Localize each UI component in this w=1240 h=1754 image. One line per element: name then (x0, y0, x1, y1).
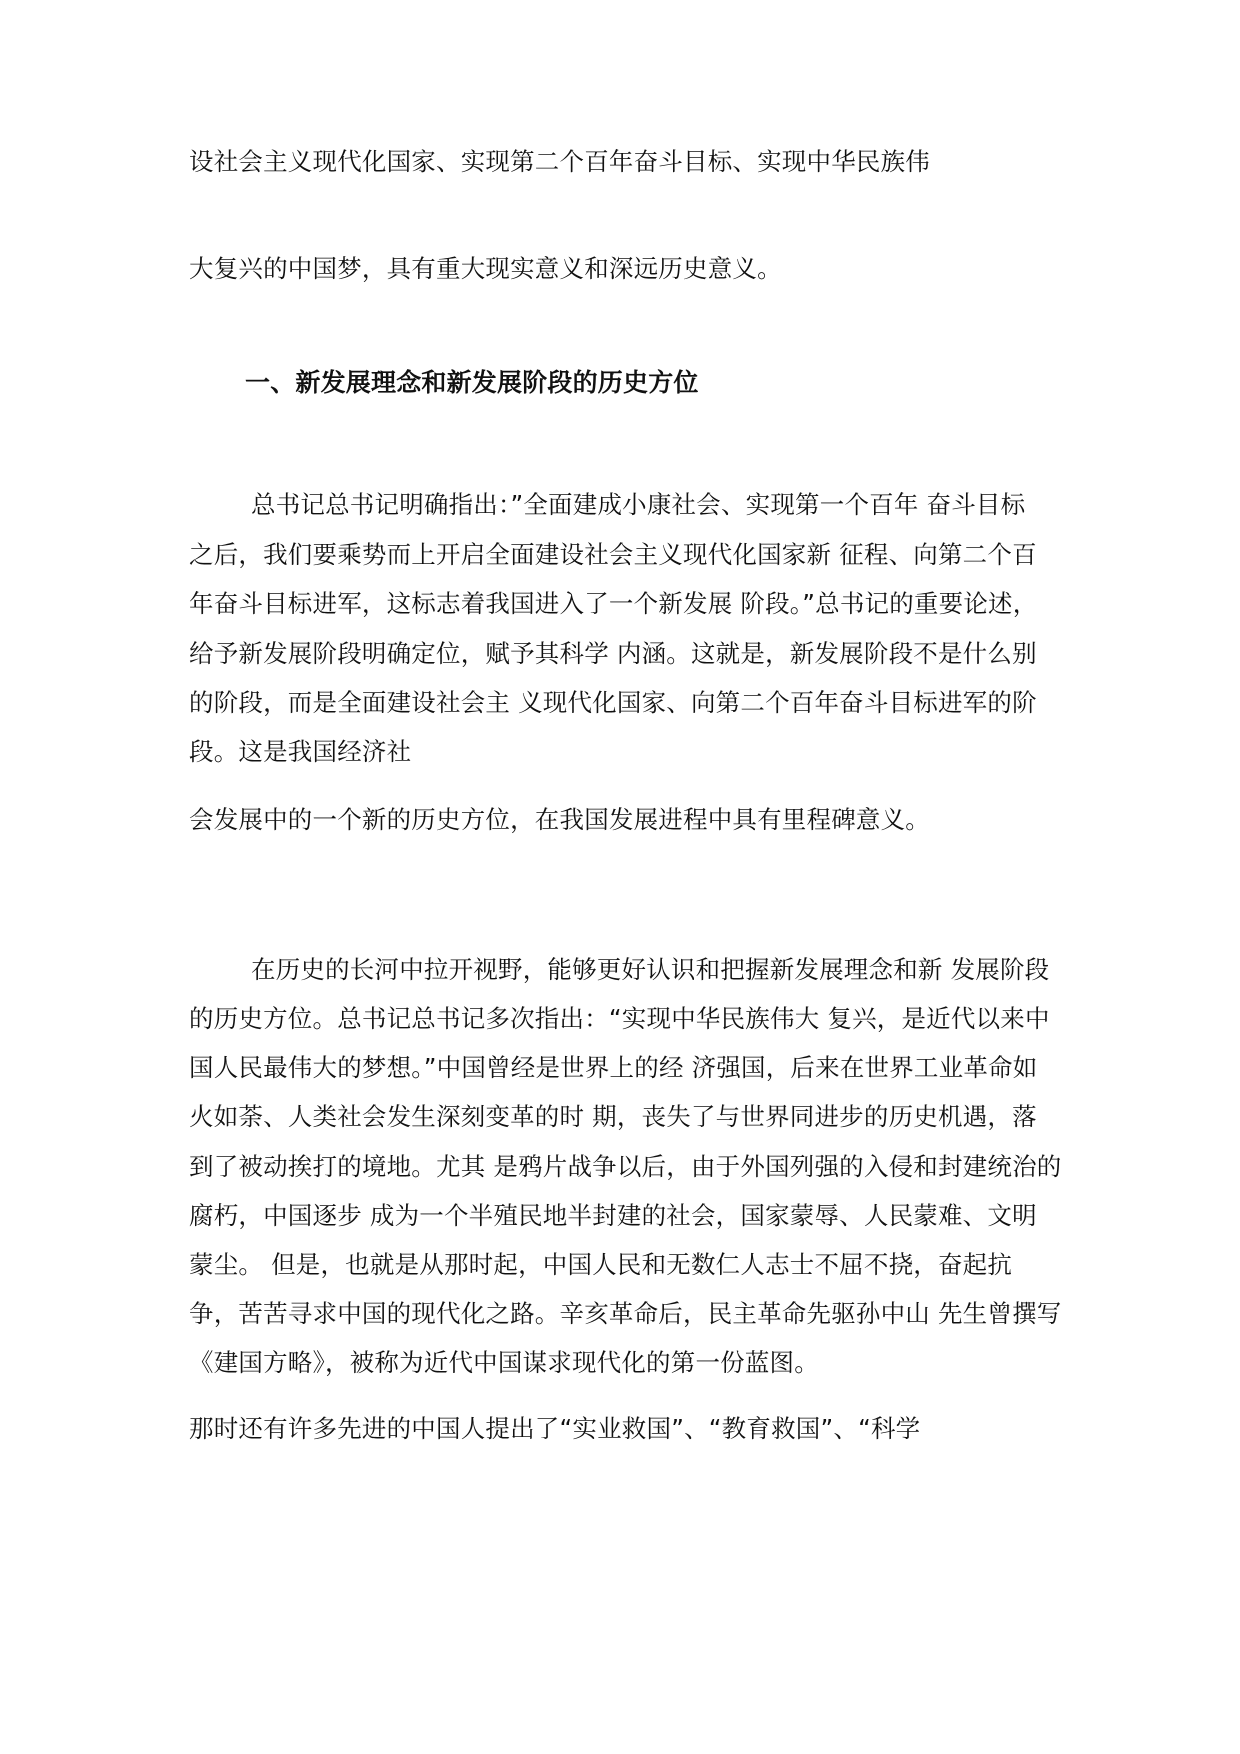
paragraph2-continuation: 那时还有许多先进的中国人提出了“实业救国”、“教育救国”、“科学 (189, 1414, 921, 1443)
paragraph1-line-6: 段。这是我国经济社 (189, 737, 412, 766)
paragraph2-line-1: 在历史的长河中拉开视野，能够更好认识和把握新发展理念和新 发展阶段 (251, 955, 1050, 984)
paragraph1-line-1: 总书记总书记明确指出：”全面建成小康社会、实现第一个百年 奋斗目标 (251, 490, 1026, 519)
intro-line-1: 设社会主义现代化国家、实现第二个百年奋斗目标、实现中华民族伟 (189, 147, 930, 176)
paragraph1-line-2: 之后，我们要乘势而上开启全面建设社会主义现代化国家新 征程、向第二个百 (189, 540, 1037, 569)
paragraph2-line-9: 《建国方略》，被称为近代中国谋求现代化的第一份蓝图。 (189, 1348, 819, 1377)
paragraph1-line-4: 给予新发展阶段明确定位，赋予其科学 内涵。这就是，新发展阶段不是什么别 (189, 639, 1037, 668)
paragraph1-continuation: 会发展中的一个新的历史方位，在我国发展进程中具有里程碑意义。 (189, 805, 930, 834)
paragraph1-line-5: 的阶段，而是全面建设社会主 义现代化国家、向第二个百年奋斗目标进军的阶 (189, 688, 1037, 717)
section-heading: 一、新发展理念和新发展阶段的历史方位 (245, 368, 699, 397)
paragraph1-line-3: 年奋斗目标进军，这标志着我国进入了一个新发展 阶段。”总书记的重要论述， (189, 589, 1038, 618)
paragraph2-line-3: 国人民最伟大的梦想。”中国曾经是世界上的经 济强国，后来在世界工业革命如 (189, 1053, 1038, 1082)
paragraph2-line-2: 的历史方位。总书记总书记多次指出：“实现中华民族伟大 复兴，是近代以来中 (189, 1004, 1050, 1033)
paragraph2-line-6: 腐朽，中国逐步 成为一个半殖民地半封建的社会，国家蒙辱、人民蒙难、文明 (189, 1201, 1037, 1230)
paragraph2-line-5: 到了被动挨打的境地。尤其 是鸦片战争以后，由于外国列强的入侵和封建统治的 (189, 1152, 1062, 1181)
intro-line-2: 大复兴的中国梦，具有重大现实意义和深远历史意义。 (189, 254, 782, 283)
paragraph2-line-8: 争，苦苦寻求中国的现代化之路。辛亥革命后，民主革命先驱孙中山 先生曾撰写 (189, 1299, 1062, 1328)
paragraph2-line-7: 蒙尘。 但是，也就是从那时起，中国人民和无数仁人志士不屈不挠，奋起抗 (189, 1250, 1013, 1279)
paragraph2-line-4: 火如荼、人类社会发生深刻变革的时 期，丧失了与世界同进步的历史机遇，落 (189, 1102, 1037, 1131)
